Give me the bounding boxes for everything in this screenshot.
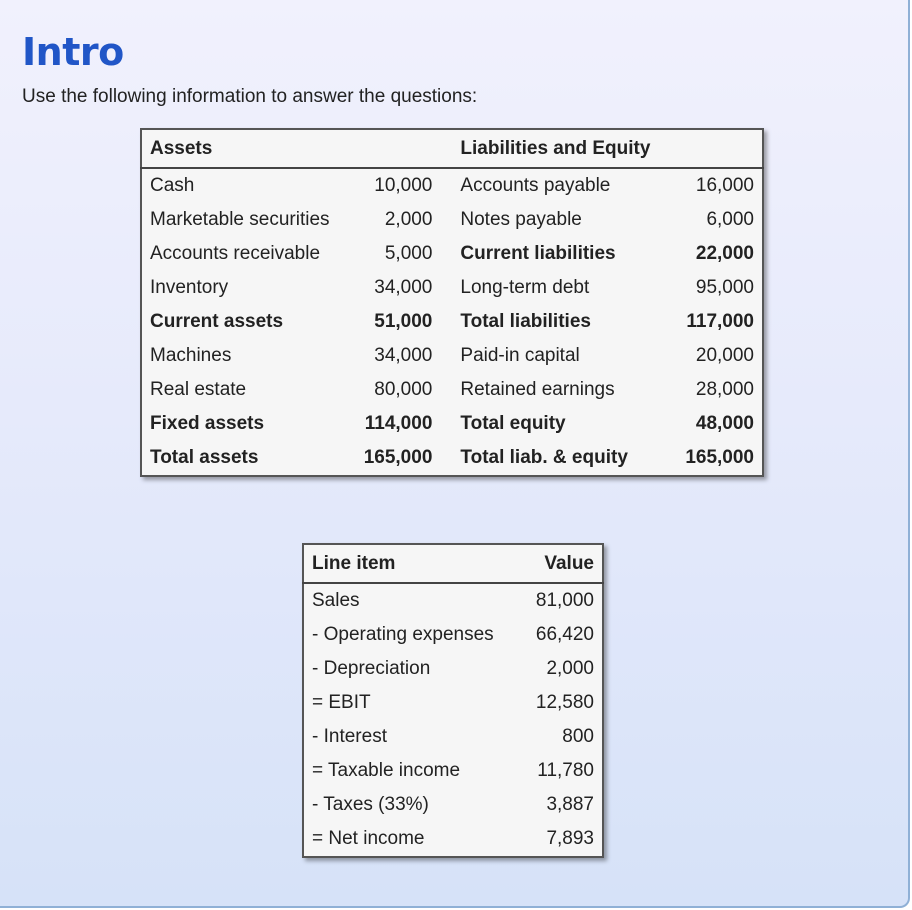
line-item-label: - Depreciation	[312, 658, 431, 679]
liability-value: 6,000	[706, 209, 754, 230]
liability-value: 95,000	[695, 277, 754, 298]
asset-label: Accounts receivable	[150, 243, 321, 264]
value-header: Value	[521, 544, 603, 583]
line-item-value: 12,580	[535, 692, 594, 713]
table-row	[303, 822, 603, 857]
table-row	[303, 720, 603, 754]
asset-label: Real estate	[150, 379, 247, 400]
asset-label: Total assets	[150, 447, 259, 468]
asset-label: Machines	[150, 345, 232, 366]
table-row	[303, 652, 603, 686]
liability-value: 20,000	[695, 345, 754, 366]
liability-label: Total liab. & equity	[460, 447, 628, 468]
asset-label: Current assets	[150, 311, 284, 332]
table-header-row	[303, 544, 603, 583]
line-item-value: 11,780	[537, 760, 594, 781]
line-item-label: = Taxable income	[312, 760, 461, 781]
asset-value: 114,000	[364, 413, 433, 434]
table-row	[141, 271, 763, 305]
line-item-label: Sales	[312, 590, 360, 611]
asset-value: 165,000	[363, 447, 433, 468]
asset-value: 5,000	[384, 243, 433, 264]
line-item-label: = Net income	[312, 828, 425, 849]
line-item-value: 800	[562, 726, 594, 747]
liability-label: Paid-in capital	[460, 345, 580, 366]
line-item-value: 66,420	[535, 624, 594, 645]
liability-label: Current liabilities	[460, 243, 616, 264]
asset-value: 34,000	[374, 277, 433, 298]
table-row	[141, 305, 763, 339]
table-row	[141, 237, 763, 271]
asset-value: 51,000	[374, 311, 433, 332]
instruction-text: Use the following information to answer the questions:	[22, 86, 478, 107]
line-item-header: Line item	[303, 544, 521, 583]
asset-value: 10,000	[374, 175, 433, 196]
liability-label: Accounts payable	[460, 175, 611, 196]
asset-value: 2,000	[384, 209, 433, 230]
asset-label: Inventory	[150, 277, 229, 298]
liability-value: 48,000	[695, 413, 754, 434]
table-row	[141, 339, 763, 373]
table-row	[303, 618, 603, 652]
assets-value-header	[350, 129, 440, 168]
asset-label: Cash	[150, 175, 195, 196]
line-item-label: - Operating expenses	[312, 624, 494, 645]
liability-value: 117,000	[686, 311, 754, 332]
liability-label: Total equity	[460, 413, 566, 434]
liability-value: 16,000	[695, 175, 754, 196]
line-item-label: = EBIT	[312, 692, 371, 713]
table-row	[303, 583, 603, 618]
table-row	[141, 203, 763, 237]
line-item-value: 3,887	[546, 794, 594, 815]
liabilities-value-header	[672, 129, 763, 168]
table-row	[141, 407, 763, 441]
liability-value: 165,000	[685, 447, 754, 468]
line-item-value: 81,000	[535, 590, 594, 611]
liability-value: 28,000	[695, 379, 754, 400]
table-header-row	[141, 129, 763, 168]
asset-value: 34,000	[374, 345, 433, 366]
liability-label: Notes payable	[460, 209, 582, 230]
page-title: Intro	[22, 30, 124, 74]
table-row	[303, 686, 603, 720]
liability-label: Total liabilities	[460, 311, 591, 332]
liability-value: 22,000	[695, 243, 754, 264]
asset-value: 80,000	[374, 379, 433, 400]
table-row	[141, 168, 763, 203]
table-row	[141, 441, 763, 476]
asset-label: Fixed assets	[150, 413, 265, 434]
liability-label: Retained earnings	[460, 379, 615, 400]
balance-sheet-table	[140, 128, 764, 477]
line-item-value: 7,893	[546, 828, 594, 849]
line-item-label: - Interest	[312, 726, 387, 747]
line-item-value: 2,000	[546, 658, 594, 679]
assets-header: Assets	[141, 129, 350, 168]
line-item-label: - Taxes (33%)	[312, 794, 429, 815]
table-row	[303, 788, 603, 822]
liabilities-header: Liabilities and Equity	[452, 129, 671, 168]
table-row	[303, 754, 603, 788]
liability-label: Long-term debt	[460, 277, 590, 298]
table-row	[141, 373, 763, 407]
income-statement-table	[302, 543, 604, 858]
asset-label: Marketable securities	[150, 209, 330, 230]
